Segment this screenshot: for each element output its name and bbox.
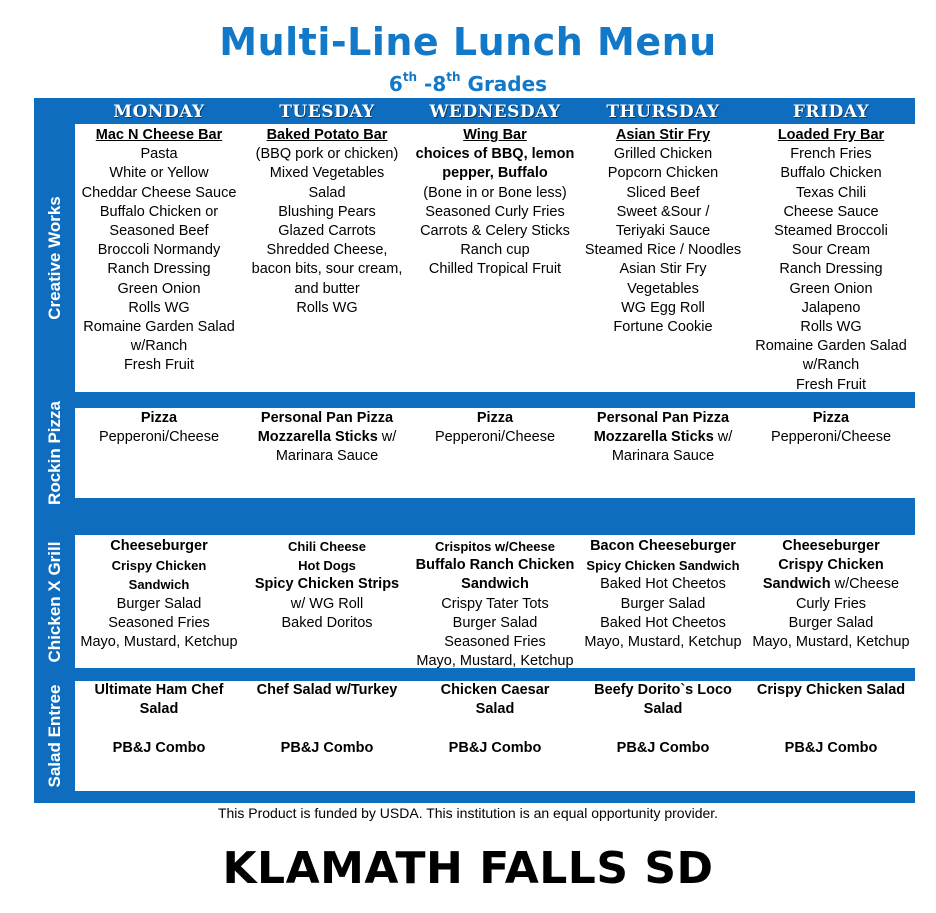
menu-item-line: Mayo, Mustard, Ketchup <box>416 653 574 670</box>
menu-item-line: Burger Salad <box>788 614 874 631</box>
row-label <box>34 401 75 505</box>
menu-item-line: Crispy Chicken <box>778 557 884 574</box>
menu-item-line: Bacon Cheeseburger <box>590 538 736 554</box>
menu-cell <box>747 537 915 652</box>
menu-cell <box>243 409 411 467</box>
menu-item-line <box>243 428 411 447</box>
menu-item-bold: Mozzarella Sticks <box>257 429 378 446</box>
menu-item-line: Texas Chili <box>795 184 867 201</box>
menu-item-line <box>411 719 579 738</box>
row-label <box>34 124 75 392</box>
menu-item-line: Burger Salad <box>620 595 706 612</box>
menu-item-line <box>243 719 411 738</box>
menu-item-line: Steamed Broccoli <box>774 223 888 240</box>
grade-end: -8 <box>417 72 447 96</box>
menu-item-bold: Sandwich <box>762 576 831 593</box>
menu-item-line: Buffalo Chicken <box>780 165 882 182</box>
menu-item-line: Chicken Caesar <box>440 682 550 698</box>
menu-item-line: Salad <box>308 184 346 201</box>
menu-cell <box>747 409 915 447</box>
menu-cell <box>747 681 915 758</box>
menu-cell <box>579 409 747 467</box>
menu-item-line: Cheese Sauce <box>783 203 879 220</box>
menu-cell <box>243 126 411 318</box>
menu-item-line: Baked Hot Cheetos <box>600 614 726 631</box>
usda-notice: This Product is funded by USDA. This institution is an equal opportunity provider. <box>217 805 719 821</box>
menu-item-line: Hot Dogs <box>298 558 356 574</box>
menu-item-line <box>243 700 411 719</box>
menu-item-line: Sandwich <box>128 577 190 593</box>
menu-cell <box>75 537 243 652</box>
menu-item-line: Glazed Carrots <box>278 223 376 240</box>
row-label-text: Chicken X Grill <box>44 541 64 662</box>
menu-item-line <box>75 719 243 738</box>
menu-item-line: Cheddar Cheese Sauce <box>81 184 237 201</box>
menu-item-line: Burger Salad <box>452 614 538 631</box>
menu-item-line: Chili Cheese <box>287 539 367 554</box>
menu-item-line: Crispy Chicken Salad <box>756 682 906 698</box>
menu-item-line: Marinara Sauce <box>611 448 715 465</box>
menu-item-line: Seasoned Fries <box>444 634 546 651</box>
menu-item-line: Pizza <box>476 410 514 426</box>
menu-item-line: WG Egg Roll <box>621 299 705 316</box>
menu-item-line: Seasoned Beef <box>109 223 209 240</box>
menu-item-line: Cheeseburger <box>110 538 208 554</box>
menu-item-line: Carrots & Celery Sticks <box>420 223 570 240</box>
menu-cell <box>243 681 411 758</box>
menu-item-line: Personal Pan Pizza <box>596 410 730 426</box>
menu-item-line: Pepperoni/Cheese <box>770 429 892 446</box>
menu-item-line: PB&J Combo <box>112 739 206 756</box>
menu-item-line: Rolls WG <box>800 319 862 336</box>
menu-item-line: Asian Stir Fry <box>615 127 711 143</box>
menu-item-line: Sweet &Sour / <box>616 203 710 220</box>
menu-item-line: bacon bits, sour cream, <box>251 261 403 278</box>
menu-item-line: Curly Fries <box>795 595 867 612</box>
menu-item-line: White or Yellow <box>109 165 209 182</box>
row-label <box>34 681 75 791</box>
menu-item-line: Popcorn Chicken <box>607 165 719 182</box>
grades-word: Grades <box>460 72 548 96</box>
menu-item-line: Pasta <box>140 146 178 163</box>
menu-item-line: Asian Stir Fry <box>619 261 707 278</box>
menu-item-line: Baked Potato Bar <box>266 127 388 143</box>
menu-item-line: Buffalo Ranch Chicken <box>415 557 575 574</box>
menu-cell <box>411 409 579 447</box>
menu-cell <box>411 537 579 671</box>
day-header-friday: FRIDAY <box>792 102 870 122</box>
menu-item-line: Sliced Beef <box>626 184 700 201</box>
menu-item-line: Ultimate Ham Chef <box>94 682 224 698</box>
menu-item-line: Fresh Fruit <box>123 357 195 374</box>
menu-item-line: Green Onion <box>117 280 201 297</box>
menu-item-line: Chef Salad w/Turkey <box>256 682 398 698</box>
menu-item-line: Mac N Cheese Bar <box>95 127 223 143</box>
menu-item-line: Grilled Chicken <box>613 146 713 163</box>
menu-item-line: Blushing Pears <box>278 203 376 220</box>
menu-item-bold: Mozzarella Sticks <box>593 429 714 446</box>
grades-subtitle <box>0 72 936 96</box>
menu-item-line: Ranch cup <box>460 242 530 259</box>
menu-item-line: Chilled Tropical Fruit <box>428 261 562 278</box>
menu-item-line: Spicy Chicken Strips <box>254 576 400 593</box>
menu-item-line: Fortune Cookie <box>613 319 713 336</box>
menu-item-line <box>579 428 747 447</box>
menu-item-line: Teriyaki Sauce <box>615 223 711 240</box>
menu-item-line: Crispy Chicken <box>111 558 207 574</box>
menu-item-line: choices of BBQ, lemon <box>415 146 575 163</box>
menu-item-line: Baked Hot Cheetos <box>600 576 726 593</box>
menu-item-rest: w/ <box>377 429 397 446</box>
menu-item-line: Marinara Sauce <box>275 448 379 465</box>
menu-item-line: Ranch Dressing <box>779 261 883 278</box>
menu-item-line: Sandwich <box>461 576 529 593</box>
menu-item-rest: w/Cheese <box>830 576 900 593</box>
menu-item-line: Rolls WG <box>128 299 190 316</box>
menu-item-line: w/Ranch <box>130 338 188 355</box>
menu-item-line: pepper, Buffalo <box>442 165 548 182</box>
menu-item-line: Vegetables <box>627 280 699 297</box>
menu-item-line: Jalapeno <box>801 299 861 316</box>
grade-start-suffix: th <box>402 70 418 84</box>
menu-item-line: Mayo, Mustard, Ketchup <box>80 634 238 651</box>
menu-item-line: Burger Salad <box>116 595 202 612</box>
menu-item-line: (Bone in or Bone less) <box>423 184 567 201</box>
menu-item-line <box>747 700 915 719</box>
menu-item-line: Rolls WG <box>296 299 358 316</box>
menu-item-line: PB&J Combo <box>448 739 542 756</box>
menu-cell <box>579 126 747 337</box>
menu-item-line: Loaded Fry Bar <box>777 127 885 143</box>
day-header-monday: MONDAY <box>113 102 205 122</box>
menu-item-line: w/Ranch <box>802 357 860 374</box>
menu-item-line: Sour Cream <box>791 242 871 259</box>
menu-cell <box>579 537 747 652</box>
menu-item-line: Cheeseburger <box>782 538 880 554</box>
menu-item-line: Romaine Garden Salad <box>83 319 235 336</box>
menu-item-line <box>747 719 915 738</box>
row-label <box>34 535 75 668</box>
menu-item-line: Personal Pan Pizza <box>260 410 394 426</box>
row-label-text: Creative Works <box>44 196 64 320</box>
menu-item-line: PB&J Combo <box>616 739 710 756</box>
menu-cell <box>75 409 243 447</box>
day-header-thursday: THURSDAY <box>606 102 720 122</box>
day-header-wednesday: WEDNESDAY <box>429 102 561 122</box>
grade-start: 6 <box>388 72 403 96</box>
menu-cell <box>75 681 243 758</box>
menu-item-line: Broccoli Normandy <box>97 242 221 259</box>
menu-item-line: PB&J Combo <box>784 739 878 756</box>
menu-item-line: Seasoned Fries <box>108 614 210 631</box>
menu-item-line: Shredded Cheese, <box>266 242 388 259</box>
menu-item-line: Beefy Dorito`s Loco <box>594 682 732 698</box>
row-label-text: Salad Entree <box>44 684 64 788</box>
menu-item-line: Mixed Vegetables <box>269 165 385 182</box>
menu-cell <box>747 126 915 395</box>
menu-cell <box>579 681 747 758</box>
menu-cell <box>243 537 411 633</box>
menu-cell <box>411 681 579 758</box>
menu-item-line: Baked Doritos <box>281 614 373 631</box>
menu-item-line: Pizza <box>812 410 850 426</box>
menu-item-line: Crispy Tater Tots <box>441 595 549 612</box>
menu-item-line: and butter <box>294 280 360 297</box>
menu-cell <box>75 126 243 376</box>
menu-title: Multi-Line Lunch Menu <box>219 20 717 64</box>
menu-item-line: Green Onion <box>789 280 873 297</box>
grade-end-suffix: th <box>446 70 461 84</box>
menu-cell <box>411 126 579 280</box>
menu-item-line: Mayo, Mustard, Ketchup <box>584 634 742 651</box>
menu-item-line: (BBQ pork or chicken) <box>255 146 399 163</box>
menu-item-line <box>747 575 915 594</box>
menu-item-line: Wing Bar <box>463 127 527 143</box>
menu-item-line: Mayo, Mustard, Ketchup <box>752 634 910 651</box>
menu-item-line: w/ WG Roll <box>290 595 364 612</box>
menu-item-line: Salad <box>139 701 179 718</box>
day-header-tuesday: TUESDAY <box>279 102 375 122</box>
district-name: KLAMATH FALLS SD <box>222 843 714 894</box>
menu-item-line: French Fries <box>790 146 872 163</box>
menu-item-line: PB&J Combo <box>280 739 374 756</box>
menu-item-line: Ranch Dressing <box>107 261 211 278</box>
row-label-text: Rockin Pizza <box>44 401 64 505</box>
menu-item-line: Romaine Garden Salad <box>755 338 907 355</box>
menu-item-line: Crispitos w/Cheese <box>435 539 555 554</box>
menu-item-line: Steamed Rice / Noodles <box>584 242 742 259</box>
menu-item-line: Pepperoni/Cheese <box>434 429 556 446</box>
menu-item-line <box>579 719 747 738</box>
menu-item-line: Fresh Fruit <box>795 376 867 393</box>
menu-item-line: Salad <box>475 701 515 718</box>
menu-item-line: Pizza <box>140 410 178 426</box>
menu-item-line: Seasoned Curly Fries <box>425 203 565 220</box>
menu-item-line: Spicy Chicken Sandwich <box>586 558 740 574</box>
menu-item-rest: w/ <box>713 429 733 446</box>
menu-item-line: Salad <box>643 701 683 718</box>
menu-item-line: Buffalo Chicken or <box>99 203 219 220</box>
menu-item-line: Pepperoni/Cheese <box>98 429 220 446</box>
